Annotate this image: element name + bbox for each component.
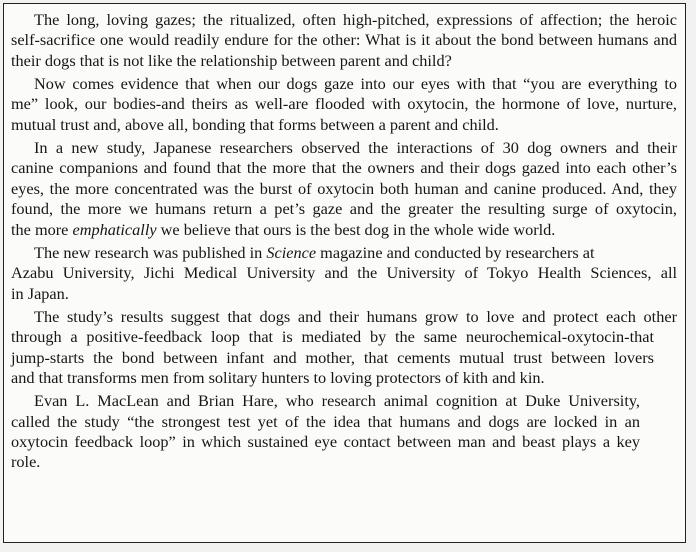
- text-line: self-sacrifice one would readily endure for the other: What is it about the bond between humans and: [11, 30, 677, 50]
- text-line: [34, 242, 595, 262]
- text-line: The long, loving gazes; the ritualized, often high-pitched, expressions of affection; the heroic: [34, 10, 677, 29]
- text-line: their dogs that is not like the relationship between parent and child?: [11, 50, 452, 70]
- text-line: Evan L. MacLean and Brian Hare, who research animal cognition at Duke University,: [34, 391, 640, 411]
- text-line: eyes, the more concentrated was the burst of oxytocin both human and canine produced. And, they: [11, 178, 677, 198]
- text-line: oxytocin feedback loop” in which sustained eye contact between man and beast plays a key: [11, 432, 640, 451]
- text-run: The new research was published in: [34, 242, 267, 262]
- text-line: through a positive-feedback loop that is mediated by the same neurochemical-oxytocin-that: [11, 327, 654, 347]
- text-line: mutual trust and, above all, bonding that forms between a parent and child.: [11, 114, 499, 134]
- text-run: magazine and conducted by researchers at: [316, 242, 595, 262]
- text-run: we believe that ours is the best dog in the whole wide world.: [156, 219, 556, 239]
- text-line: in Japan.: [11, 283, 69, 303]
- text-line: The study’s results suggest that dogs and their humans grow to love and protect each other: [34, 306, 677, 326]
- emphasis-text: Science: [266, 242, 317, 262]
- text-line: me” look, our bodies-and theirs as well-are flooded with oxytocin, the hormone of love, nurture,: [11, 94, 677, 114]
- text-line: jump-starts the bond between infant and mother, that cements mutual trust between lovers: [11, 347, 654, 367]
- text-run: the more: [11, 219, 73, 239]
- text-line: and that transforms men from solitary hunters to loving protectors of kith and kin.: [11, 368, 545, 387]
- text-line: In a new study, Japanese researchers observed the interactions of 30 dog owners and their: [34, 138, 677, 157]
- text-line: canine companions and found that the more that the owners and their dogs gazed into each other’s: [11, 158, 677, 178]
- document-page: [3, 3, 686, 543]
- text-line: role.: [11, 452, 41, 472]
- text-line: Now comes evidence that when our dogs gaze into our eyes with that “you are everything to: [34, 74, 677, 93]
- text-line: found, the more we humans return a pet’s gaze and the greater the resulting surge of oxytocin,: [11, 199, 677, 219]
- text-line: [11, 219, 556, 239]
- emphasis-text: emphatically: [72, 219, 157, 239]
- text-line: called the study “the strongest test yet of the idea that humans and dogs are locked in an: [11, 411, 640, 431]
- text-line: Azabu University, Jichi Medical University and the University of Tokyo Health Sciences, all: [11, 263, 677, 283]
